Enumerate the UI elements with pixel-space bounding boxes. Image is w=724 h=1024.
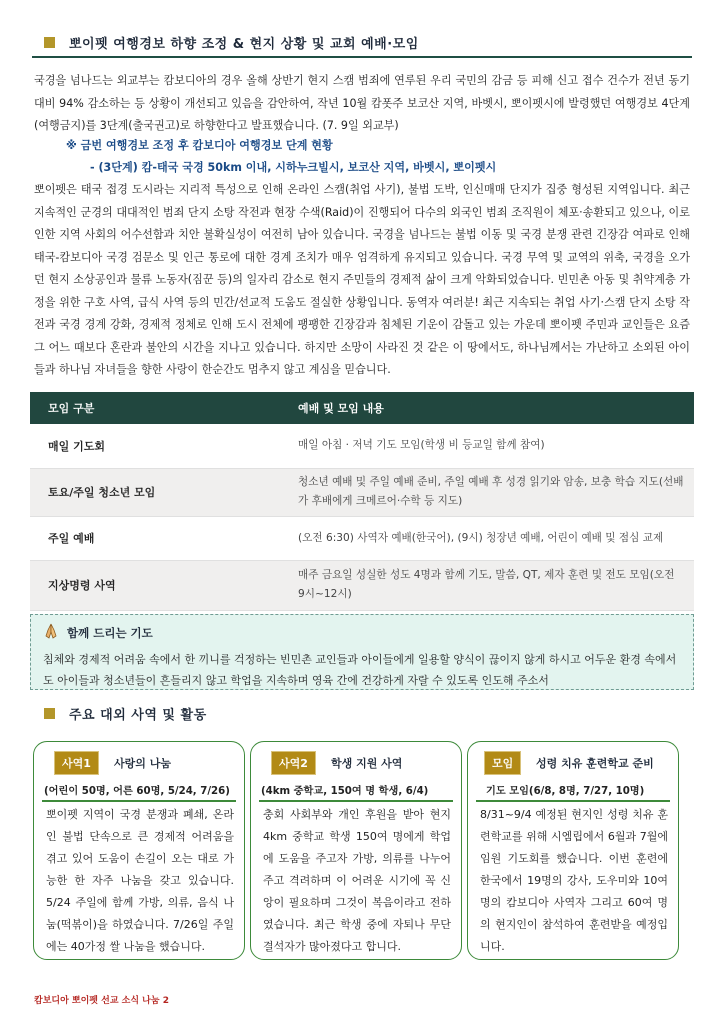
meeting-name: 주일 예배 (30, 516, 280, 560)
card-subtitle: (어린이 50명, 어른 60명, 5/24, 7/26) (44, 786, 230, 797)
card-badge: 사역2 (271, 751, 316, 775)
table-row (30, 424, 694, 468)
column-header: 모임 구분 (30, 392, 280, 424)
meeting-name: 토요/주일 청소년 모임 (30, 468, 280, 516)
divider (32, 56, 692, 58)
meeting-name: 지상명령 사역 (30, 560, 280, 610)
card-subtitle: 기도 모임(6/8, 8명, 7/27, 10명) (486, 786, 645, 797)
card-text: 8/31~9/4 예정된 현지인 성령 치유 훈련학교를 위해 시엠립에서 6월과 7월에 임원 기도회를 했습니다. 이번 훈련에 한국에서 19명의 강사, 도우미와 10여 명의 캄보디아 사역자 그리고 60여 명의 현지인이 참석하여 훈련받을 예정입니다. (480, 808, 668, 953)
section-title: 주요 대외 사역 및 활동 (69, 708, 207, 723)
square-bullet-icon (44, 708, 55, 719)
card-title: 학생 지원 사역 (331, 757, 403, 770)
meeting-desc: 매일 아침 · 저녁 기도 모임(학생 비 등교일 함께 참여) (280, 424, 694, 468)
meeting-desc: (오전 6:30) 사역자 예배(한국어), (9시) 청장년 예배, 어린이 예배 및 점심 교제 (280, 516, 694, 560)
section-title: 뽀이펫 여행경보 하향 조정 & 현지 상황 및 교회 예배·모임 (69, 37, 419, 52)
table-row (30, 560, 694, 610)
schedule-table (30, 392, 694, 611)
card-badge: 사역1 (54, 751, 99, 775)
section-header-1 (44, 33, 419, 52)
table-header-row (30, 392, 694, 424)
praying-hands-icon (43, 623, 59, 643)
table-row (30, 516, 694, 560)
page-footer: 캄보디아 뽀이펫 선교 소식 나눔 2 (34, 996, 169, 1006)
meeting-desc: 매주 금요일 성실한 성도 4명과 함께 기도, 말씀, QT, 제자 훈련 및 전도 모임(오전 9시~12시) (280, 560, 694, 610)
card-title: 사랑의 나눔 (114, 757, 171, 770)
card-badge: 모임 (484, 751, 521, 775)
card-divider (476, 800, 670, 802)
prayer-text: 침체와 경제적 어려움 속에서 한 끼니를 걱정하는 빈민촌 교인들과 아이들에게 일용할 양식이 끊이지 않게 하시고 어두운 환경 속에서도 아이들과 청소년들이 흔들리지 않고 학업을 지속하며 영육 간에 건강하게 자랄 수 있도록 인도해 주소서 (43, 653, 677, 687)
table-row (30, 468, 694, 516)
card-text: 뽀이펫 지역이 국경 분쟁과 폐쇄, 온라인 불법 단속으로 큰 경제적 어려움을 겪고 있어 도움이 손길이 오는 대로 가능한 한 자주 나눔을 갖고 있습니다. 5/24 주일에 함께 가방, 의류, 음식 나눔(떡볶이)을 하였습니다. 7/26일 주일에는 40가정 쌀 나눔을 했습니다. (46, 808, 234, 953)
prayer-box (30, 614, 694, 690)
column-header: 예배 및 모임 내용 (280, 392, 694, 424)
card-text: 충회 사회부와 개인 후원을 받아 현지 4km 중학교 학생 150여 명에게 학업에 도움을 주고자 가방, 의류를 나누어 주고 격려하며 이 어려운 시기에 꼭 신앙이 필요하며 그것이 복음이라고 전하였습니다. 최근 학생 중에 자퇴나 무단 결석자가 많아졌다고 합니다. (263, 808, 451, 953)
body-paragraph: 뽀이펫은 태국 접경 도시라는 지리적 특성으로 인해 온라인 스캠(취업 사기), 불법 도박, 인신매매 단지가 집중 형성된 지역입니다. 최근 지속적인 군경의 대대적인 범죄 단지 소탕 작전과 현장 수색(Raid)이 진행되어 다수의 외국인 범죄 조직원이 체포·송환되고 있으나, 이로 인한 지역 사회의 어수선함과 치안 불확실성이 여전히 남아 있습니다. 국경을 넘나드는 불법 이동 및 국경 분쟁 관련 긴장감 여파로 인해 태국-캄보디아 국경 검문소 및 인근 통로에 대한 경계 조치가 매우 엄격하게 유지되고 있습니다. 국경 무역 및 교역의 위축, 국경을 오가던 현지 소상공인과 물류 노동자(짐꾼 등)의 일자리 감소로 현지 주민들의 경제적 삶이 크게 악화되었습니다. 빈민촌 아동 및 취약계층 가정을 위한 구호 사역, 급식 사역 등의 민간/선교적 도움도 절실한 상황입니다. 동역자 여러분! 최근 지속되는 취업 사기·스캠 단지 소탕 작전과 국경 경계 강화, 경제적 정체로 인해 도시 전체에 팽팽한 긴장감과 침체된 기운이 감돌고 있는 가운데 뽀이펫 주민과 교인들은 요즘 그 어느 때보다 혼란과 불안의 시간을 지나고 있습니다. 하지만 소망이 사라진 것 같은 이 땅에서도, 하나님께서는 가난하고 소외된 아이들과 하나님 자녀들을 향한 사랑이 한순간도 멈추지 않고 계심을 믿습니다. (34, 183, 690, 376)
activity-card (250, 741, 462, 960)
card-divider (42, 800, 236, 802)
notice-item: - (3단계) 캄-태국 국경 50km 이내, 시하누크빌시, 보코산 지역, 바벳시, 뽀이펫시 (90, 161, 497, 174)
intro-paragraph: 국경을 넘나드는 외교부는 캄보디아의 경우 올해 상반기 현지 스캠 범죄에 연루된 우리 국민의 감금 등 피해 신고 접수 건수가 전년 동기 대비 94% 감소하는 등 상황이 개선되고 있음을 감안하여, 작년 10월 캄폿주 보코산 지역, 바벳시, 뽀이펫시에 발령했던 여행경보 4단계(여행금지)를 3단계(출국권고)로 하향한다고 발표했습니다. (7. 9일 외교부) (34, 74, 690, 132)
card-title: 성령 치유 훈련학교 준비 (536, 757, 654, 770)
prayer-header (43, 623, 153, 643)
meeting-name: 매일 기도회 (30, 424, 280, 468)
card-divider (259, 800, 453, 802)
section-header-2 (44, 704, 207, 723)
activity-card (467, 741, 679, 960)
square-bullet-icon (44, 37, 55, 48)
card-subtitle: (4km 중학교, 150여 명 학생, 6/4) (261, 786, 429, 797)
activity-card (33, 741, 245, 960)
meeting-desc: 청소년 예배 및 주일 예배 준비, 주일 예배 후 성경 읽기와 암송, 보충 학습 지도(선배가 후배에게 크메르어·수학 등 지도) (280, 468, 694, 516)
prayer-title: 함께 드리는 기도 (67, 626, 153, 640)
notice-heading: ※ 금번 여행경보 조정 후 캄보디아 여행경보 단계 현황 (66, 139, 333, 152)
